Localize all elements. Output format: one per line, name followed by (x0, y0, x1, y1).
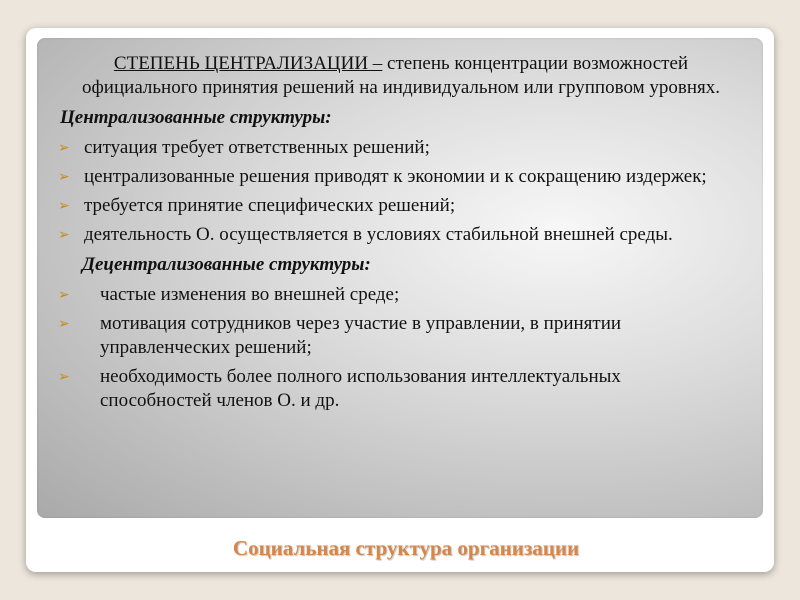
list-item (56, 194, 736, 218)
intro-term: СТЕПЕНЬ ЦЕНТРАЛИЗАЦИИ – (113, 53, 383, 74)
list-item-text: централизованные решения приводят к экономии и к сокращению издержек; (84, 166, 707, 187)
arrow-bullet-icon: ➢ (58, 169, 70, 185)
list-item-text: требуется принятие специфических решений; (84, 195, 456, 216)
arrow-bullet-icon: ➢ (58, 140, 70, 156)
centralized-list (56, 136, 736, 247)
arrow-bullet-icon: ➢ (58, 316, 70, 332)
list-item-text: ситуация требует ответственных решений; (84, 137, 430, 158)
slide-body (56, 52, 736, 418)
list-item-text: деятельность О. осуществляется в условиях стабильной внешней среды. (84, 224, 673, 245)
list-item (56, 165, 736, 189)
intro-text: степень концентрации возможностей официального принятия решений на индивидуальном или групповом уровнях. (82, 53, 720, 98)
centralized-heading: Централизованные структуры: (60, 107, 332, 128)
arrow-bullet-icon: ➢ (58, 227, 70, 243)
list-item (56, 365, 736, 413)
slide-title: Социальная структура организации (232, 536, 580, 560)
intro-definition (56, 52, 736, 100)
list-item (56, 223, 736, 247)
list-item (56, 136, 736, 160)
list-item (56, 312, 736, 360)
arrow-bullet-icon: ➢ (58, 198, 70, 214)
arrow-bullet-icon: ➢ (58, 369, 70, 385)
decentralized-heading: Децентрализованные структуры: (82, 254, 371, 275)
list-item (56, 283, 736, 307)
arrow-bullet-icon: ➢ (58, 287, 70, 303)
list-item-text: мотивация сотрудников через участие в управлении, в принятии управленческих решений; (100, 313, 622, 358)
list-item-text: частые изменения во внешней среде; (100, 284, 400, 305)
decentralized-list (56, 283, 736, 413)
list-item-text: необходимость более полного использования интеллектуальных способностей членов О. и др. (100, 366, 621, 411)
